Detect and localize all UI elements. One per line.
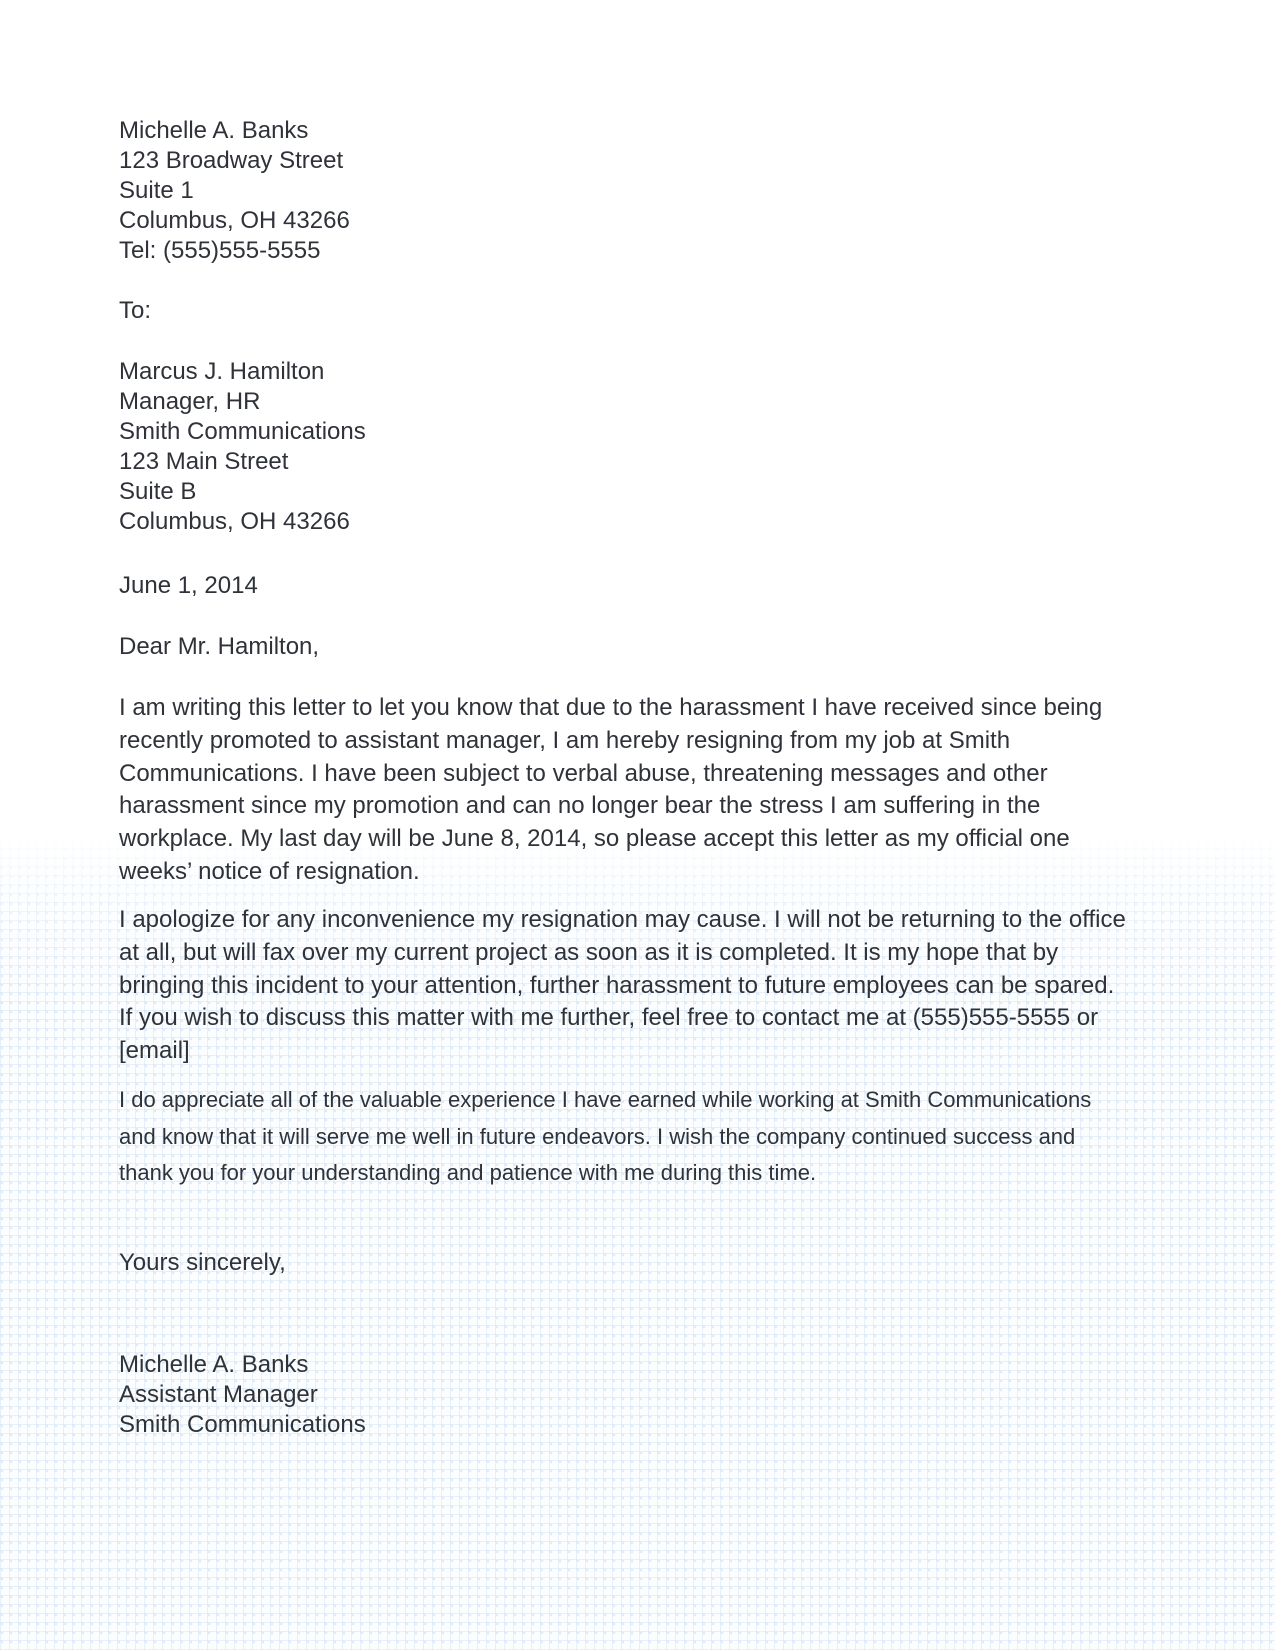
signature-title: Assistant Manager bbox=[119, 1381, 318, 1408]
sender-name: Michelle A. Banks bbox=[119, 117, 309, 144]
recipient-city: Columbus, OH 43266 bbox=[119, 508, 350, 535]
sender-address bbox=[119, 116, 350, 266]
signature-name: Michelle A. Banks bbox=[119, 1351, 309, 1378]
recipient-address bbox=[119, 357, 366, 537]
body-paragraph-1: I am writing this letter to let you know that due to the harassment I have received since being recently promoted to assistant manager, I am hereby resigning from my job at Smith Communications. I have been subject to verbal abuse, threatening messages and other harassment since my promotion and can no longer bear the stress I am suffering in the workplace. My last day will be June 8, 2014, so please accept this letter as my official one weeks’ notice of resignation. bbox=[119, 694, 1103, 885]
recipient-company: Smith Communications bbox=[119, 418, 366, 445]
signature-company: Smith Communications bbox=[119, 1411, 366, 1438]
signature-block bbox=[119, 1350, 366, 1440]
sender-street: 123 Broadway Street bbox=[119, 147, 344, 174]
to-label: To: bbox=[119, 297, 152, 324]
recipient-suite: Suite B bbox=[119, 478, 197, 505]
salutation: Dear Mr. Hamilton, bbox=[119, 633, 320, 660]
body-paragraph-3: I do appreciate all of the valuable experience I have earned while working at Smith Communications and know that it will serve me well in future endeavors. I wish the company continued success and thank you for your understanding and patience with me during this time. bbox=[119, 1087, 1092, 1186]
sender-suite: Suite 1 bbox=[119, 177, 194, 204]
recipient-title: Manager, HR bbox=[119, 388, 261, 415]
sender-tel: Tel: (555)555-5555 bbox=[119, 237, 321, 264]
closing: Yours sincerely, bbox=[119, 1249, 286, 1276]
letter-date: June 1, 2014 bbox=[119, 572, 258, 599]
sender-city: Columbus, OH 43266 bbox=[119, 207, 350, 234]
body-paragraph-2: I apologize for any inconvenience my resignation may cause. I will not be returning to the office at all, but will fax over my current project as soon as it is completed. It is my hope that by bringing this incident to your attention, further harassment to future employees can be spared. If you wish to discuss this matter with me further, feel free to contact me at (555)555-5555 or [email] bbox=[119, 906, 1126, 1065]
recipient-name: Marcus J. Hamilton bbox=[119, 358, 325, 385]
recipient-street: 123 Main Street bbox=[119, 448, 289, 475]
